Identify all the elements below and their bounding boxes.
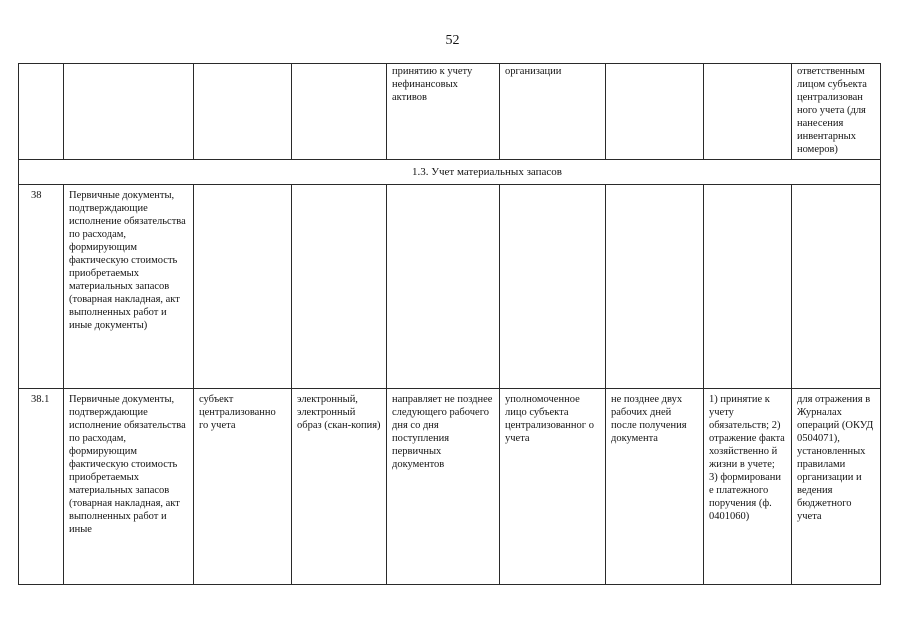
cell-document: Первичные документы, подтверждающие исполнение обязательства по расходам, формирующим фактическую стоимость приобретаемых материальных запасов (товарная накладная, акт выполненных работ и иные документы) — [64, 185, 194, 389]
cell-recipient: организации — [500, 64, 606, 160]
cell-actions: 1) принятие к учету обязательств; 2) отражение факта хозяйственно й жизни в учете; 3) формировани е платежного поручения (ф. 0401060) — [704, 389, 792, 585]
cell-format — [292, 64, 387, 160]
cell-timing: принятию к учету нефинансовых активов — [387, 64, 500, 160]
cell-purpose — [792, 185, 881, 389]
register-table — [18, 63, 881, 585]
cell-creator: субъект централизованно го учета — [194, 389, 292, 585]
cell-document — [64, 64, 194, 160]
cell-number: 38 — [19, 185, 64, 389]
cell-purpose: ответственным лицом субъекта централизован ного учета (для нанесения инвентарных номеров) — [792, 64, 881, 160]
cell-timing: направляет не позднее следующего рабочего дня со дня поступления первичных документов — [387, 389, 500, 585]
cell-recipient: уполномоченное лицо субъекта централизованног о учета — [500, 389, 606, 585]
section-header-row — [19, 160, 881, 185]
page-number: 52 — [445, 33, 460, 48]
table-row-38 — [19, 185, 881, 389]
cell-deadline — [606, 185, 704, 389]
cell-creator — [194, 64, 292, 160]
cell-purpose: для отражения в Журналах операций (ОКУД 0504071), установленных правилами организации и ведения бюджетного учета — [792, 389, 881, 585]
cell-recipient — [500, 185, 606, 389]
section-title: 1.3. Учет материальных запасов — [19, 160, 881, 185]
cell-creator — [194, 185, 292, 389]
cell-format: электронный, электронный образ (скан-копия) — [292, 389, 387, 585]
cell-deadline — [606, 64, 704, 160]
cell-number: 38.1 — [19, 389, 64, 585]
table-row-continued — [19, 64, 881, 160]
cell-deadline: не позднее двух рабочих дней после получения документа — [606, 389, 704, 585]
cell-timing — [387, 185, 500, 389]
cell-number — [19, 64, 64, 160]
cell-actions — [704, 185, 792, 389]
cell-document: Первичные документы, подтверждающие исполнение обязательства по расходам, формирующим фактическую стоимость приобретаемых материальных запасов (товарная накладная, акт выполненных работ и иные — [64, 389, 194, 585]
cell-format — [292, 185, 387, 389]
table-row-38-1 — [19, 389, 881, 585]
page-bottom-margin — [0, 592, 905, 640]
cell-actions — [704, 64, 792, 160]
